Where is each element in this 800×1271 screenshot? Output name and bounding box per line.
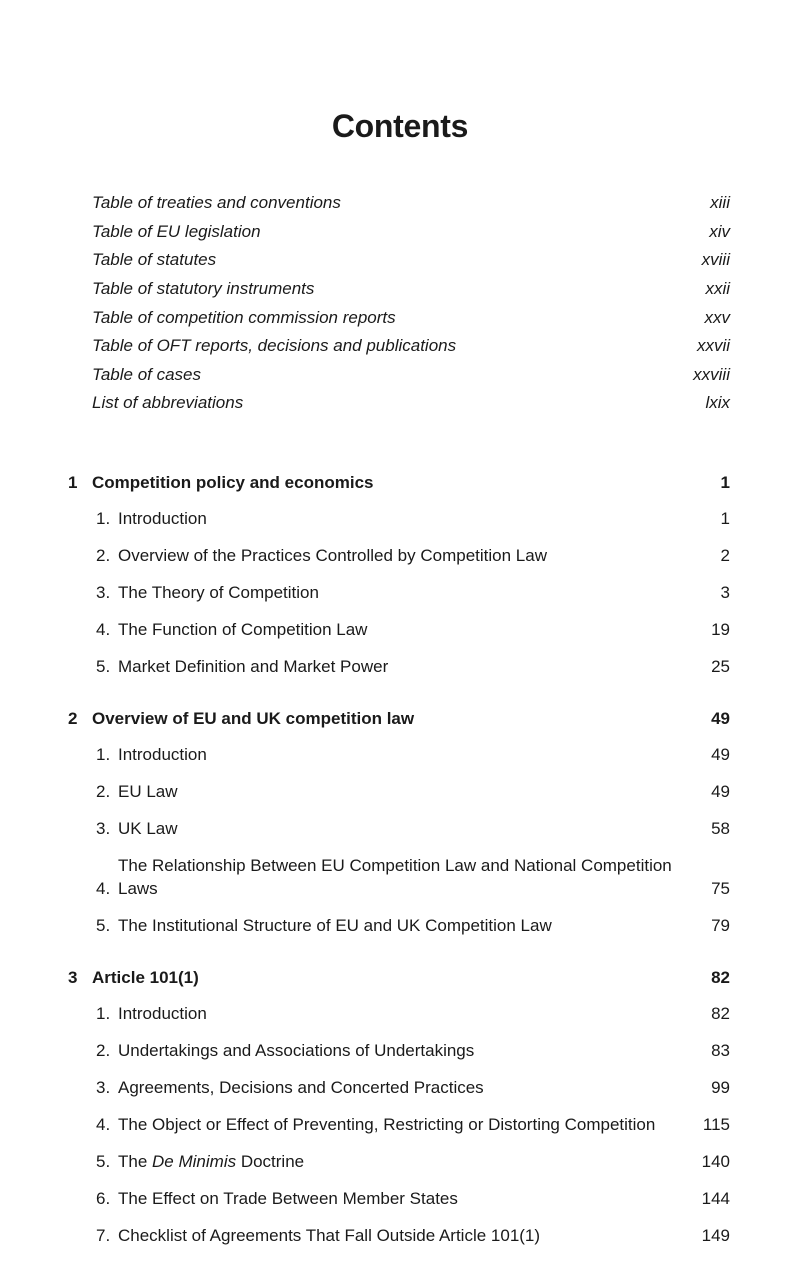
chapter-3 — [60, 961, 730, 1254]
chapter-number: 2 — [68, 709, 78, 728]
prelim-page: xiii — [710, 193, 730, 213]
prelim-page: lxix — [705, 393, 730, 413]
section-title — [118, 1150, 702, 1173]
prelim-title: Table of treaties and conventions — [92, 193, 341, 213]
section-row[interactable] — [60, 810, 730, 847]
prelim-row[interactable] — [92, 246, 730, 275]
section-page: 79 — [711, 916, 730, 935]
prelim-title: List of abbreviations — [92, 393, 244, 413]
section-title: The Function of Competition Law — [118, 620, 368, 639]
section-row[interactable] — [60, 1180, 730, 1217]
section-number: 6. — [96, 1189, 111, 1208]
prelim-page: xxviii — [693, 364, 730, 384]
prelim-row[interactable] — [92, 361, 730, 390]
section-page: 1 — [720, 509, 730, 528]
section-row[interactable] — [60, 611, 730, 648]
section-title: The Object or Effect of Preventing, Restricting or Distorting Competition — [118, 1115, 656, 1134]
chapter-page: 49 — [711, 709, 730, 728]
prelim-title: Table of EU legislation — [92, 221, 261, 241]
section-number: 2. — [96, 1041, 111, 1060]
section-row[interactable] — [60, 1143, 730, 1180]
section-row[interactable] — [60, 1032, 730, 1069]
prelims-list — [92, 189, 730, 418]
prelim-page: xxv — [704, 307, 730, 327]
section-row[interactable] — [60, 736, 730, 773]
chapter-heading[interactable] — [60, 961, 730, 995]
chapter-heading[interactable] — [60, 702, 730, 736]
section-number: 7. — [96, 1226, 111, 1245]
page-title: Contents — [331, 108, 469, 144]
section-page: 115 — [702, 1115, 730, 1134]
section-page: 83 — [711, 1041, 730, 1060]
section-page: 149 — [701, 1226, 730, 1245]
section-title: Market Definition and Market Power — [118, 657, 389, 676]
chapter-page: 82 — [711, 968, 730, 987]
section-title-suffix: Doctrine — [236, 1152, 305, 1171]
section-title: The Institutional Structure of EU and UK Competition Law — [118, 916, 552, 935]
section-number: 5. — [96, 916, 111, 935]
section-page: 19 — [711, 620, 730, 639]
section-number: 5. — [96, 657, 111, 676]
section-page: 144 — [701, 1189, 730, 1208]
section-title: Introduction — [118, 745, 207, 764]
section-page: 58 — [711, 819, 730, 838]
section-page: 49 — [711, 745, 730, 764]
section-page: 49 — [711, 782, 730, 801]
section-number: 4. — [96, 879, 111, 898]
section-title: EU Law — [118, 782, 178, 801]
section-title-prefix: The — [118, 1152, 153, 1171]
prelim-title: Table of cases — [92, 364, 201, 384]
section-page: 2 — [720, 546, 730, 565]
prelim-title: Table of competition commission reports — [92, 307, 396, 327]
chapter-2 — [60, 702, 730, 944]
section-number: 2. — [96, 782, 111, 801]
section-number: 1. — [96, 745, 111, 764]
section-page: 99 — [711, 1078, 730, 1097]
section-page: 3 — [720, 583, 730, 602]
section-number: 1. — [96, 1004, 111, 1023]
section-page: 75 — [711, 879, 730, 898]
section-title: Undertakings and Associations of Undertakings — [118, 1041, 475, 1060]
section-page: 25 — [711, 657, 730, 676]
prelim-page: xiv — [709, 221, 730, 241]
section-row[interactable] — [60, 500, 730, 537]
prelim-page: xxvii — [696, 336, 730, 356]
chapter-1 — [60, 466, 730, 685]
section-number: 1. — [96, 509, 111, 528]
section-number: 5. — [96, 1152, 111, 1171]
prelim-title: Table of statutory instruments — [92, 279, 315, 299]
prelim-row[interactable] — [92, 275, 730, 304]
section-page: 82 — [711, 1004, 730, 1023]
chapters-list — [60, 466, 730, 1271]
section-title: Introduction — [118, 1004, 207, 1023]
prelim-row[interactable] — [92, 389, 730, 418]
section-title: Introduction — [118, 509, 207, 528]
section-number: 3. — [96, 819, 111, 838]
section-title-emphasis: De Minimis — [152, 1152, 237, 1171]
section-row[interactable] — [60, 1217, 730, 1254]
chapter-page: 1 — [720, 473, 730, 492]
section-row[interactable] — [60, 907, 730, 944]
prelim-row[interactable] — [92, 189, 730, 218]
section-title: Overview of the Practices Controlled by Competition Law — [118, 546, 547, 565]
prelim-page: xxii — [705, 279, 730, 299]
section-row[interactable] — [60, 773, 730, 810]
section-title: The Theory of Competition — [118, 583, 319, 602]
chapter-heading[interactable] — [60, 466, 730, 500]
section-title: Agreements, Decisions and Concerted Practices — [118, 1078, 484, 1097]
section-title: The Effect on Trade Between Member States — [118, 1189, 458, 1208]
chapter-title: Competition policy and economics — [92, 473, 374, 492]
prelim-title: Table of statutes — [92, 250, 217, 270]
section-number: 3. — [96, 1078, 111, 1097]
section-number: 4. — [96, 620, 111, 639]
section-page: 140 — [701, 1152, 730, 1171]
section-row[interactable] — [60, 1069, 730, 1106]
prelim-row[interactable] — [92, 332, 730, 361]
section-title: The Relationship Between EU Competition Law and National Competition Laws — [118, 856, 672, 898]
chapter-title: Article 101(1) — [92, 968, 199, 987]
chapter-title: Overview of EU and UK competition law — [92, 709, 415, 728]
section-number: 2. — [96, 546, 111, 565]
section-row[interactable] — [60, 648, 730, 685]
prelim-page: xviii — [701, 250, 730, 270]
section-row[interactable] — [60, 995, 730, 1032]
section-number: 3. — [96, 583, 111, 602]
section-number: 4. — [96, 1115, 111, 1134]
section-row[interactable] — [60, 574, 730, 611]
chapter-number: 1 — [68, 473, 78, 492]
prelim-row[interactable] — [92, 218, 730, 247]
section-row[interactable] — [60, 847, 730, 907]
section-row[interactable] — [60, 1106, 730, 1143]
prelim-row[interactable] — [92, 303, 730, 332]
prelim-title: Table of OFT reports, decisions and publications — [92, 336, 457, 356]
section-title: UK Law — [118, 819, 178, 838]
section-title: Checklist of Agreements That Fall Outside Article 101(1) — [118, 1226, 541, 1245]
chapter-number: 3 — [68, 968, 78, 987]
section-row[interactable] — [60, 537, 730, 574]
